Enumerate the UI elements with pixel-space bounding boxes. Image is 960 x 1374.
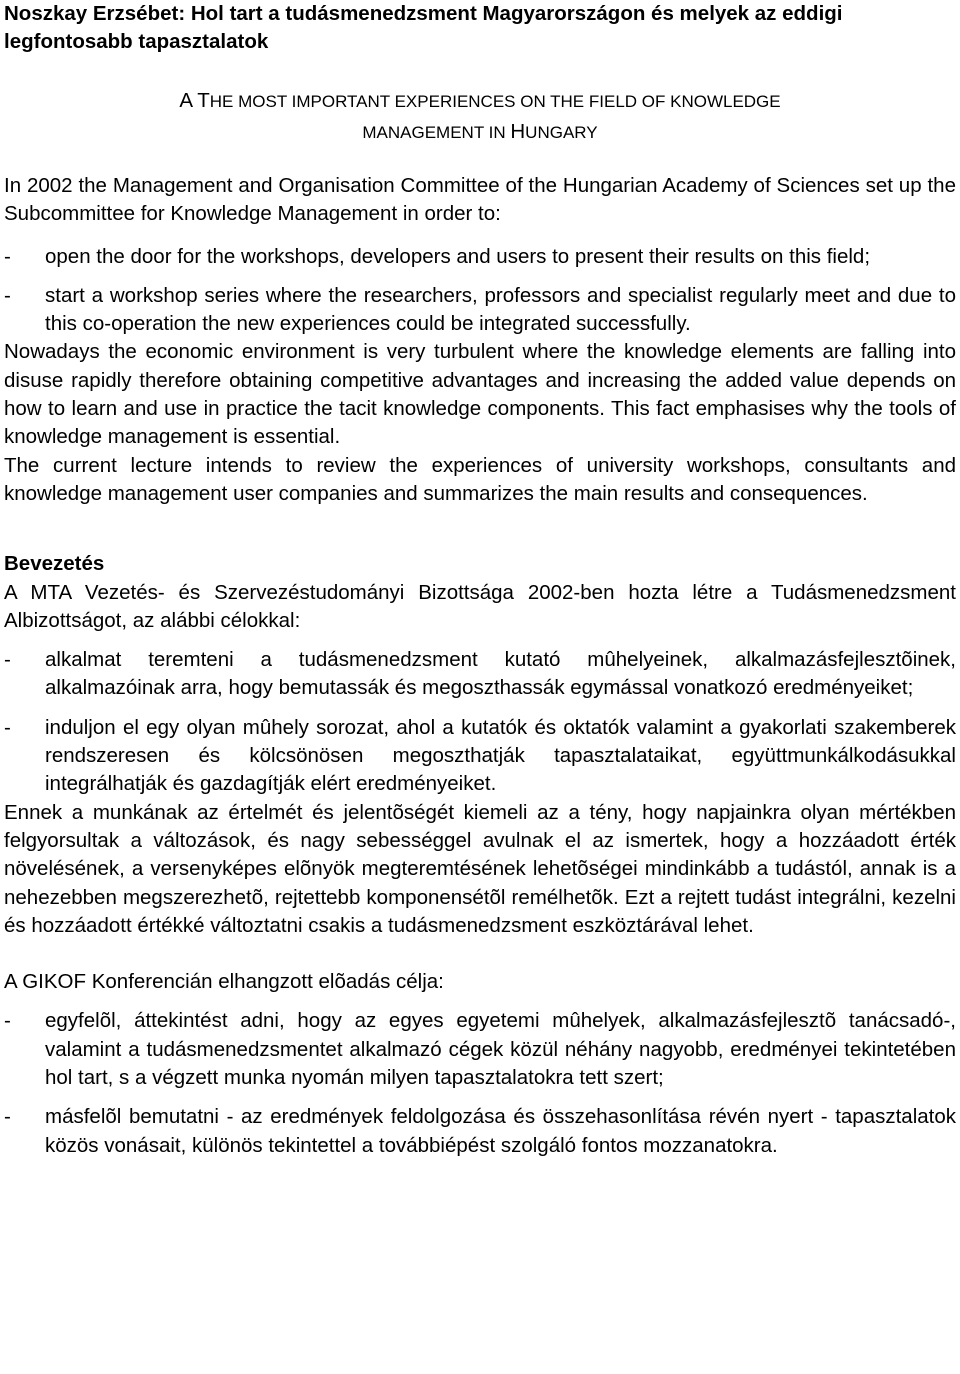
bullet-marker: -	[4, 715, 11, 739]
subtitle-cap-t: T	[197, 89, 210, 112]
subtitle-line2-end: UNGARY	[525, 123, 598, 142]
bullet-marker: -	[4, 244, 11, 268]
subtitle-line1: HE MOST IMPORTANT EXPERIENCES ON THE FIELD OF KNOWLEDGE	[209, 92, 781, 111]
hungarian-bullet-1: alkalmat teremteni a tudásmenedzsment kutató mûhelyeinek, alkalmazásfejlesztõinek, alkalmazóinak arra, hogy bemutassák és megoszthassák egymással vonatkozó eredményeiket;	[45, 648, 956, 700]
document-page	[4, 0, 956, 1160]
bullet-marker: -	[4, 1105, 11, 1129]
section-heading: Bevezetés	[4, 552, 105, 576]
english-paragraph-2: The current lecture intends to review the experiences of university workshops, consultants and knowledge management user companies and summarizes the main results and consequences.	[4, 453, 956, 505]
english-subtitle	[4, 86, 956, 148]
bullet-marker: -	[4, 283, 11, 307]
list-item	[4, 714, 956, 799]
list-item	[4, 243, 956, 271]
gikof-bullet-2: másfelõl bemutatni - az eredmények feldolgozása és összehasonlítása révén nyert - tapasztalatok közös vonásait, különös tekintettel a továbbiépést szolgáló fontos mozzanatokra.	[45, 1105, 956, 1157]
hungarian-paragraph-1: Ennek a munkának az értelmét és jelentõségét kiemeli az a tény, hogy napjainkra olyan mértékben felgyorsultak a változások, és nagy sebességgel avulnak el az ismertek, hogy a hozzáadott érték növelésének, a versenyképes elõnyök megteremtésének lehetõségei mindinkább a tudástól, annak is a nehezebben megszerezhetõ, rejtettebb komponensétõl remélhetõk. Ezt a rejtett tudást integrálni, kezelni és hozzáadott értékké változtatni csakis a tudásmenedzsment eszköztárával lehet.	[4, 800, 956, 937]
hungarian-intro: A MTA Vezetés- és Szervezéstudományi Bizottsága 2002-ben hozta létre a Tudásmenedzsment Albizottságot, az alábbi célokkal:	[4, 580, 956, 632]
english-bullet-1: open the door for the workshops, developers and users to present their results on this field;	[45, 244, 871, 268]
list-item	[4, 282, 956, 339]
english-intro: In 2002 the Management and Organisation Committee of the Hungarian Academy of Sciences set up the Subcommittee for Knowledge Management in order to:	[4, 174, 956, 226]
list-item	[4, 1103, 956, 1160]
list-item	[4, 1007, 956, 1092]
gikof-intro: A GIKOF Konferencián elhangzott elõadás célja:	[4, 970, 444, 994]
english-bullet-2: start a workshop series where the researchers, professors and specialist regularly meet and due to this co-operation the new experiences could be integrated successfully.	[45, 283, 956, 336]
gikof-bullet-1: egyfelõl, áttekintést adni, hogy az egyes egyetemi mûhelyek, alkalmazásfejlesztõ tanácsadó-, valamint a tudásmenedzsmentet alkalmazó cégek közül néhány nagyobb, eredményei tekintetében hol tart, s a végzett munka nyomán milyen tapasztalatokra tett szert;	[45, 1009, 956, 1090]
hungarian-bullet-2: induljon el egy olyan mûhely sorozat, ahol a kutatók és oktatók valamint a gyakorlati szakemberek rendszeresen és kölcsönösen megoszthatják tapasztalataikat, együttmunkálkodásukkal integrálhatják és gazdagítják elért eredményeiket.	[45, 715, 956, 796]
bullet-marker: -	[4, 1009, 11, 1033]
subtitle-cap-h: H	[510, 120, 526, 143]
document-title: Noszkay Erzsébet: Hol tart a tudásmenedzsment Magyarországon és melyek az eddigi legfontosabb tapasztalatok	[4, 2, 843, 53]
english-paragraph-1: Nowadays the economic environment is very turbulent where the knowledge elements are falling into disuse rapidly therefore obtaining competitive advantages and increasing the added value depends on how to learn and use in practice the tacit knowledge components. This fact emphasises why the tools of knowledge management is essential.	[4, 340, 956, 449]
subtitle-prefix: A	[179, 89, 198, 112]
list-item	[4, 646, 956, 703]
subtitle-line2: MANAGEMENT IN	[362, 123, 511, 142]
bullet-marker: -	[4, 648, 11, 672]
